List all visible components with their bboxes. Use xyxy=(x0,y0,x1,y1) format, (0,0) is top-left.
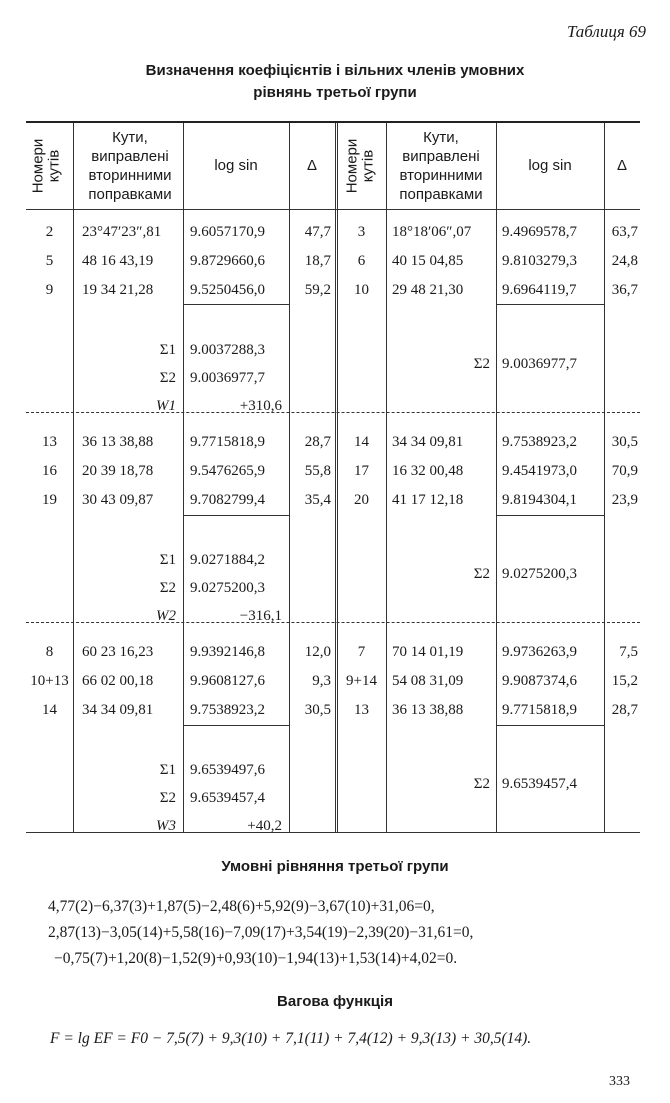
delta-right: 63,7 xyxy=(611,224,638,240)
table-label: Таблиця 69 xyxy=(566,22,646,41)
angle-number-right: 7 xyxy=(357,644,366,660)
sum1-value: 9.0037288,3 xyxy=(190,342,265,358)
logsin-right: 9.9736263,9 xyxy=(502,644,577,660)
angle-value-left: 48 16 43,19 xyxy=(82,253,154,269)
logsin-left: 9.9608127,6 xyxy=(190,673,265,689)
angle-number-left: 8 xyxy=(45,644,54,660)
angle-value-right: 36 13 38,88 xyxy=(392,702,464,718)
angle-value-right: 70 14 01,19 xyxy=(392,644,464,660)
header-delta-left: Δ xyxy=(306,157,318,174)
group-rule xyxy=(26,412,640,413)
angle-number-right: 20 xyxy=(354,492,369,508)
weight-function-title: Вагова функція xyxy=(277,993,393,1010)
w-label: W1 xyxy=(156,398,176,414)
angle-number-right: 6 xyxy=(357,253,366,269)
delta-right: 30,5 xyxy=(611,434,638,450)
angle-number-left: 19 xyxy=(42,492,57,508)
right-sum-value: 9.6539457,4 xyxy=(502,776,577,792)
delta-left: 55,8 xyxy=(304,463,331,479)
sum1-label: Σ1 xyxy=(159,552,176,568)
col-rule xyxy=(335,123,336,832)
angle-value-left: 66 02 00,18 xyxy=(82,673,154,689)
angle-value-right: 16 32 00,48 xyxy=(392,463,464,479)
sum2-label: Σ2 xyxy=(159,580,176,596)
header-logsin-left: log sin xyxy=(214,157,258,174)
delta-left: 59,2 xyxy=(304,282,331,298)
header-angles-right: Кути, виправлені вторинними поправками xyxy=(399,128,483,203)
header-numbers-left: Номери кутів xyxy=(29,138,62,194)
sum1-label: Σ1 xyxy=(159,342,176,358)
angle-value-right: 34 34 09,81 xyxy=(392,434,464,450)
angle-number-left: 5 xyxy=(45,253,54,269)
sum-rule xyxy=(496,515,604,516)
equation-3: −0,75(7)+1,20(8)−1,52(9)+0,93(10)−1,94(13)+1,53(14)+4,02=0. xyxy=(54,950,458,967)
sum2-label: Σ2 xyxy=(159,790,176,806)
angle-value-left: 30 43 09,87 xyxy=(82,492,154,508)
sum-rule xyxy=(496,304,604,305)
sum2-value: 9.0275200,3 xyxy=(190,580,265,596)
header-numbers-right: Номери кутів xyxy=(343,138,376,194)
logsin-right: 9.7715818,9 xyxy=(502,702,577,718)
angle-value-right: 41 17 12,18 xyxy=(392,492,464,508)
logsin-left: 9.9392146,8 xyxy=(190,644,265,660)
delta-right: 36,7 xyxy=(611,282,638,298)
sum2-value: 9.0036977,7 xyxy=(190,370,265,386)
sum1-label: Σ1 xyxy=(159,762,176,778)
page-number: 333 xyxy=(609,1074,630,1089)
logsin-left: 9.5476265,9 xyxy=(190,463,265,479)
w-value: +40,2 xyxy=(247,818,282,834)
right-sum-label: Σ2 xyxy=(473,776,490,792)
angle-number-right: 3 xyxy=(357,224,366,240)
sum1-value: 9.6539497,6 xyxy=(190,762,265,778)
angle-value-left: 23°47′23″,81 xyxy=(82,224,162,240)
logsin-right: 9.4969578,7 xyxy=(502,224,577,240)
angle-number-left: 2 xyxy=(45,224,54,240)
group-rule xyxy=(26,622,640,623)
logsin-right: 9.7538923,2 xyxy=(502,434,577,450)
header-delta-right: Δ xyxy=(616,157,628,174)
sum2-value: 9.6539457,4 xyxy=(190,790,265,806)
w-label: W2 xyxy=(156,608,176,624)
sum-rule xyxy=(183,515,289,516)
equation-2: 2,87(13)−3,05(14)+5,58(16)−7,09(17)+3,54(19)−2,39(20)−31,61=0, xyxy=(48,924,474,941)
w-value: +310,6 xyxy=(239,398,282,414)
angle-number-left: 16 xyxy=(42,463,57,479)
delta-left: 47,7 xyxy=(304,224,331,240)
angle-number-left: 13 xyxy=(42,434,57,450)
angle-number-left: 9 xyxy=(45,282,54,298)
delta-right: 28,7 xyxy=(611,702,638,718)
angle-value-right: 40 15 04,85 xyxy=(392,253,464,269)
delta-right: 23,9 xyxy=(611,492,638,508)
angle-value-right: 54 08 31,09 xyxy=(392,673,464,689)
delta-right: 7,5 xyxy=(619,644,638,660)
delta-left: 35,4 xyxy=(304,492,331,508)
angle-number-right: 9+14 xyxy=(346,673,377,689)
angle-value-left: 19 34 21,28 xyxy=(82,282,154,298)
angle-number-right: 13 xyxy=(354,702,369,718)
delta-left: 30,5 xyxy=(304,702,331,718)
sum1-value: 9.0271884,2 xyxy=(190,552,265,568)
angle-value-left: 34 34 09,81 xyxy=(82,702,154,718)
coefficients-table xyxy=(26,121,640,833)
delta-right: 15,2 xyxy=(611,673,638,689)
logsin-right: 9.4541973,0 xyxy=(502,463,577,479)
delta-right: 24,8 xyxy=(611,253,638,269)
logsin-right: 9.9087374,6 xyxy=(502,673,577,689)
right-sum-label: Σ2 xyxy=(473,566,490,582)
weight-function: F = lg EF = F0 − 7,5(7) + 9,3(10) + 7,1(11) + 7,4(12) + 9,3(13) + 30,5(14). xyxy=(50,1030,532,1047)
sum2-label: Σ2 xyxy=(159,370,176,386)
angle-number-right: 10 xyxy=(354,282,369,298)
logsin-right: 9.8103279,3 xyxy=(502,253,577,269)
logsin-left: 9.7715818,9 xyxy=(190,434,265,450)
col-rule xyxy=(386,123,387,832)
header-rule xyxy=(26,209,640,210)
right-sum-value: 9.0275200,3 xyxy=(502,566,577,582)
angle-number-left: 14 xyxy=(42,702,57,718)
angle-number-right: 17 xyxy=(354,463,369,479)
logsin-left: 9.5250456,0 xyxy=(190,282,265,298)
logsin-left: 9.8729660,6 xyxy=(190,253,265,269)
delta-left: 9,3 xyxy=(312,673,331,689)
angle-number-right: 14 xyxy=(354,434,369,450)
w-label: W3 xyxy=(156,818,176,834)
w-value: −316,1 xyxy=(239,608,282,624)
delta-left: 28,7 xyxy=(304,434,331,450)
angle-value-left: 20 39 18,78 xyxy=(82,463,154,479)
col-rule xyxy=(73,123,74,832)
conditional-equations-title: Умовні рівняння третьої групи xyxy=(221,858,449,875)
equation-1: 4,77(2)−6,37(3)+1,87(5)−2,48(6)+5,92(9)−3,67(10)+31,06=0, xyxy=(48,898,435,915)
delta-left: 12,0 xyxy=(304,644,331,660)
sum-rule xyxy=(183,304,289,305)
header-angles-left: Кути, виправлені вторинними поправками xyxy=(88,128,172,203)
angle-value-right: 18°18′06″,07 xyxy=(392,224,472,240)
logsin-right: 9.6964119,7 xyxy=(502,282,577,298)
angle-number-left: 10+13 xyxy=(30,673,69,689)
table-title-line2: рівнянь третьої групи xyxy=(253,84,417,101)
angle-value-left: 36 13 38,88 xyxy=(82,434,154,450)
logsin-right: 9.8194304,1 xyxy=(502,492,577,508)
angle-value-right: 29 48 21,30 xyxy=(392,282,464,298)
logsin-left: 9.6057170,9 xyxy=(190,224,265,240)
table-title-line1: Визначення коефіцієнтів і вільних членів умовних xyxy=(145,62,525,79)
header-logsin-right: log sin xyxy=(528,157,572,174)
logsin-left: 9.7538923,2 xyxy=(190,702,265,718)
sum-rule xyxy=(183,725,289,726)
delta-left: 18,7 xyxy=(304,253,331,269)
logsin-left: 9.7082799,4 xyxy=(190,492,265,508)
sum-rule xyxy=(496,725,604,726)
right-sum-value: 9.0036977,7 xyxy=(502,356,577,372)
angle-value-left: 60 23 16,23 xyxy=(82,644,154,660)
right-sum-label: Σ2 xyxy=(473,356,490,372)
delta-right: 70,9 xyxy=(611,463,638,479)
